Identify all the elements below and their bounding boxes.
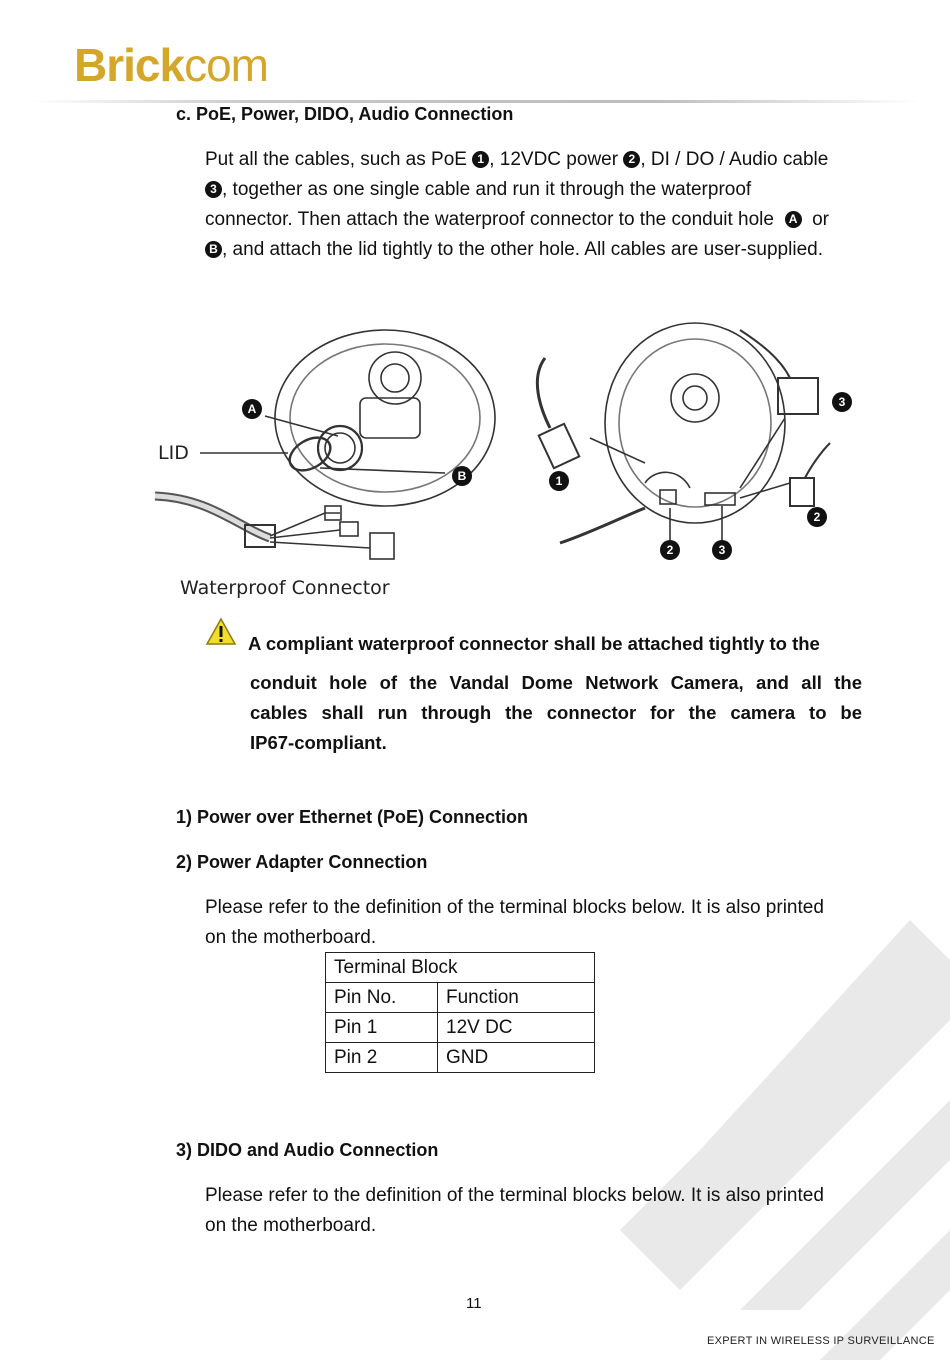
warning-line-4: IP67-compliant.: [250, 732, 387, 753]
list-item-power-adapter: 2) Power Adapter Connection: [176, 852, 428, 872]
watermark-chevrons: [560, 900, 950, 1360]
callout-a: A: [247, 402, 257, 416]
dido-text-2: on the motherboard.: [205, 1215, 377, 1236]
intro-text-7: , and attach the lid tightly to the other hole. All cables are user-supplied.: [222, 239, 823, 260]
warning-icon: [205, 617, 237, 647]
warning-line-1: A compliant waterproof connector shall be attached tightly to the: [248, 633, 820, 654]
section-c-intro: [205, 145, 875, 265]
table-cell: 12V DC: [438, 1013, 595, 1043]
callout-b: B: [457, 469, 467, 483]
terminal-header-function: Function: [438, 983, 595, 1013]
intro-text-4: , together as one single cable and run it through the waterproof: [222, 179, 752, 200]
warning-line-3: cables shall run through the connector for the camera to be: [250, 702, 862, 723]
intro-text-1: Put all the cables, such as PoE: [205, 149, 467, 170]
terminal-table-title: Terminal Block: [326, 953, 595, 983]
marker-a: A: [785, 211, 802, 228]
header-divider: [30, 100, 920, 103]
table-row: [326, 1013, 595, 1043]
label-lid: LID: [158, 442, 189, 464]
footer-tagline: EXPERT IN WIRELESS IP SURVEILLANCE: [707, 1335, 935, 1347]
intro-text-5: connector. Then attach the waterproof connector to the conduit hole: [205, 209, 774, 230]
label-waterproof-connector: Waterproof Connector: [180, 577, 390, 599]
list-item-poe: 1) Power over Ethernet (PoE) Connection: [176, 807, 529, 827]
callout-2-left: 2: [666, 543, 674, 557]
marker-b: B: [205, 241, 222, 258]
power-adapter-text-2: on the motherboard.: [205, 927, 377, 948]
power-adapter-text-1: Please refer to the definition of the terminal blocks below. It is also printed: [205, 897, 824, 918]
callout-3-right: 3: [838, 395, 846, 409]
table-cell: Pin 1: [326, 1013, 438, 1043]
table-cell: Pin 2: [326, 1043, 438, 1073]
table-row: [326, 1043, 595, 1073]
intro-text-2: , 12VDC power: [489, 149, 619, 170]
callout-1: 1: [555, 474, 563, 488]
marker-3: 3: [205, 181, 222, 198]
marker-2: 2: [623, 151, 640, 168]
intro-text-3: , DI / DO / Audio cable: [640, 149, 829, 170]
page-number: 11: [466, 1295, 482, 1312]
brand-logo: [74, 39, 268, 91]
camera-wiring-illustration: [150, 318, 870, 568]
marker-1: 1: [472, 151, 489, 168]
section-c-title: c. PoE, Power, DIDO, Audio Connection: [176, 104, 514, 124]
terminal-block-table: [325, 952, 595, 1073]
logo-brick: Brick: [74, 39, 185, 91]
table-cell: GND: [438, 1043, 595, 1073]
logo-com: com: [184, 39, 268, 91]
callout-3-left: 3: [718, 543, 726, 557]
list-item-dido-audio: 3) DIDO and Audio Connection: [176, 1140, 439, 1160]
terminal-header-pin: Pin No.: [326, 983, 438, 1013]
dido-text-1: Please refer to the definition of the terminal blocks below. It is also printed: [205, 1185, 824, 1206]
callout-2-right: 2: [813, 510, 821, 524]
intro-text-6: or: [812, 209, 830, 230]
warning-line-2: conduit hole of the Vandal Dome Network Camera, and all the: [250, 672, 862, 693]
